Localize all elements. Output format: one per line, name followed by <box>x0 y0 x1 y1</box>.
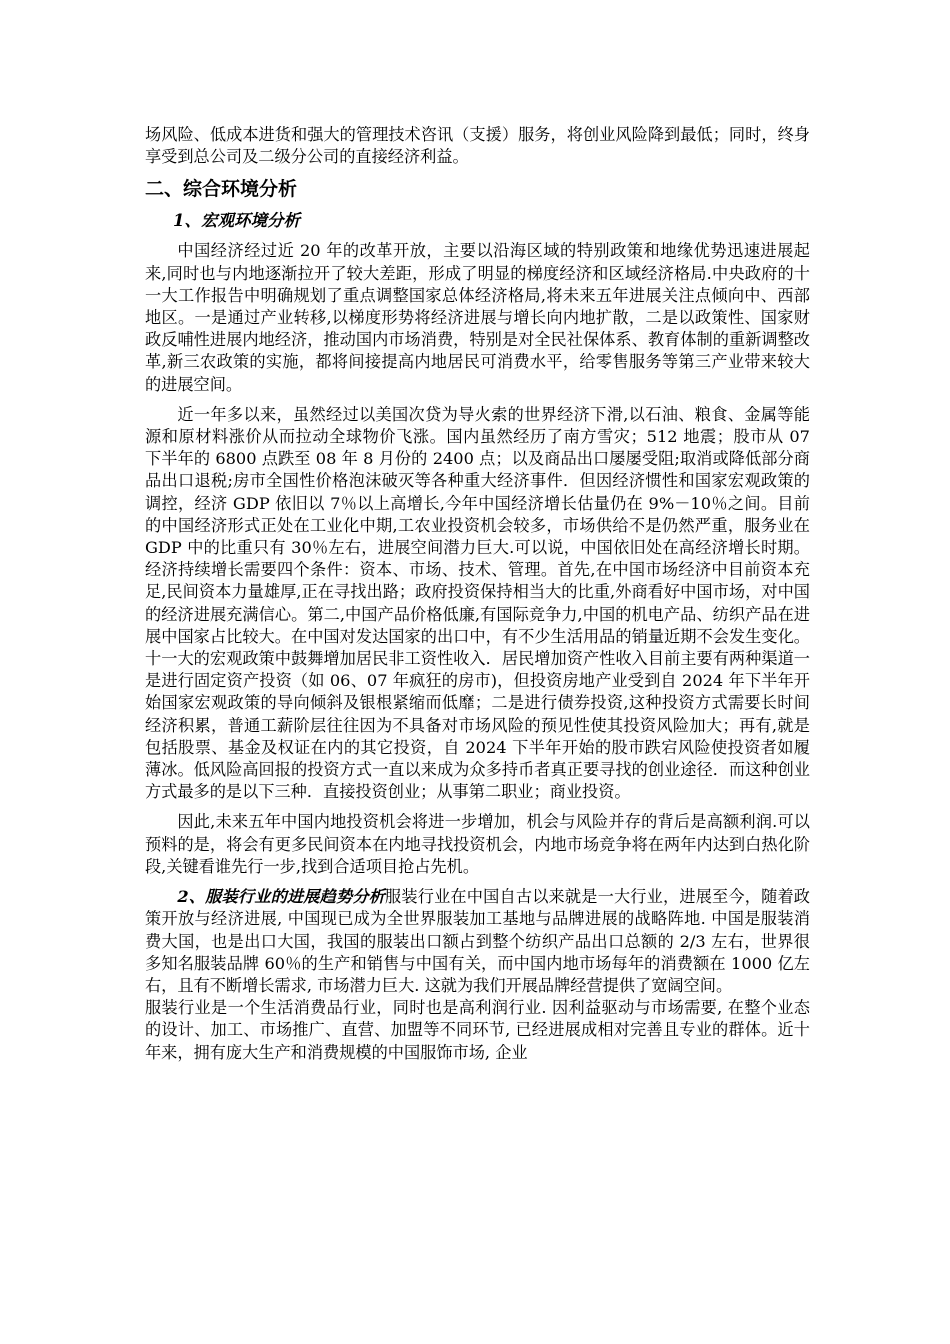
body-paragraph: 近一年多以来，虽然经过以美国次贷为导火索的世界经济下滑,以石油、粮食、金属等能源和原材料涨价从而拉动全球物价飞涨。国内虽然经历了南方雪灾；512 地震；股市从 07 下半年的 6800 点跌至 08 年 8 月份的 2400 点；以及商品出口屡屡受阻;取消或降低部分商品出口退税;房市全国性价格泡沫破灭等各种重大经济事件．但因经济惯性和国家宏观政策的调控，经济 GDP 依旧以 7％以上高增长,今年中国经济增长估量仍在 9%－10％之间。目前的中国经济形式正处在工业化中期,工农业投资机会较多，市场供给不是仍然严重，服务业在 GDP 中的比重只有 30％左右，进展空间潜力巨大.可以说，中国依旧处在高经济增长时期。经济持续增长需要四个条件：资本、市场、技术、管理。首先,在中国市场经济中目前资本充足,民间资本力量雄厚,正在寻找出路；政府投资保持相当大的比重,外商看好中国市场，对中国的经济进展充满信心。第二,中国产品价格低廉,有国际竞争力,中国的机电产品、纺织产品在进展中国家占比较大。在中国对发达国家的出口中，有不少生活用品的销量近期不会发生变化。十一大的宏观政策中鼓舞增加居民非工资性收入．居民增加资产性收入目前主要有两种渠道一是进行固定资产投资（如 06、07 年疯狂的房市)，但投资房地产业受到自 2024 年下半年开始国家宏观政策的导向倾斜及银根紧缩而低靡；二是进行债券投资,这种投资方式需要长时间经济积累，普通工薪阶层往往因为不具备对市场风险的预见性使其投资风险加大；再有,就是包括股票、基金及权证在内的其它投资，自 2024 下半年开始的股市跌宕风险使投资者如履薄冰。低风险高回报的投资方式一直以来成为众多持币者真正要寻找的创业途径．而这种创业方式最多的是以下三种．直接投资创业；从事第二职业；商业投资。 <box>145 404 810 802</box>
subsection-heading-macro: 1、宏观环境分析 <box>173 211 300 231</box>
body-paragraph: 因此,未来五年中国内地投资机会将进一步增加，机会与风险并存的背后是高额利润.可以预料的是，将会有更多民间资本在内地寻找投资机会，内地市场竞争将在两年内达到白热化阶段,关键看谁先行一步,找到合适项目抢占先机。 <box>145 812 810 876</box>
document-page <box>145 124 810 1064</box>
subsection-heading-apparel: 2、服装行业的进展趋势分析 <box>177 887 386 907</box>
intro-paragraph: 场风险、低成本进货和强大的管理技术咨讯（支援）服务，将创业风险降到最低；同时，终身享受到总公司及二级分公司的直接经济利益。 <box>145 125 810 167</box>
body-paragraph: 中国经济经过近 20 年的改革开放，主要以沿海区域的特别政策和地缘优势迅速进展起来,同时也与内地逐渐拉开了较大差距，形成了明显的梯度经济和区域经济格局.中央政府的十一大工作报告中明确规划了重点调整国家总体经济格局,将未来五年进展关注点倾向中、西部地区。一是通过产业转移,以梯度形势将经济进展与增长向内地扩散，二是以政策性、国家财政反哺性进展内地经济，推动国内市场消费，特别是对全民社保体系、教育体制的重新调整改革,新三农政策的实施，都将间接提高内地居民可消费水平，给零售服务等第三产业带来较大的进展空间。 <box>145 241 810 394</box>
closing-paragraph: 服装行业是一个生活消费品行业，同时也是高利润行业. 因利益驱动与市场需要, 在整个业态的设计、加工、市场推广、直营、加盟等不同环节, 已经进展成相对完善且专业的群体。近十年来，拥有庞大生产和消费规模的中国服饰市场, 企业 <box>145 998 810 1062</box>
apparel-trend-paragraph <box>145 886 810 997</box>
section-heading: 二、综合环境分析 <box>145 178 298 201</box>
apparel-trend-text: 服装行业在中国自古以来就是一大行业，进展至今，随着政策开放与经济进展, 中国现已成为全世界服装加工基地与品牌进展的战略阵地. 中国是服装消费大国，也是出口大国，我国的服装出口额占到整个纺织产品出口总额的 2/3 左右，世界很多知名服装品牌 60％的生产和销售与中国有关，而中国内地市场每年的消费额在 1000 亿左右，且有不断增长需求, 市场潜力巨大. 这就为我们开展品牌经营提供了宽阔空间。 <box>145 887 810 995</box>
